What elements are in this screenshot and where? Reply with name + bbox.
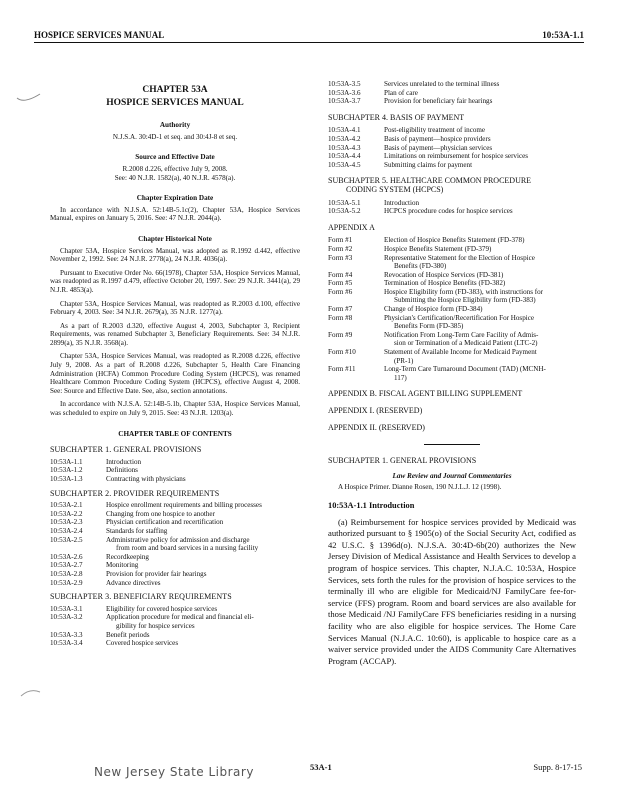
toc-entry-text (106, 553, 300, 562)
expiration-heading: Chapter Expiration Date (136, 194, 214, 203)
history-paragraph: As a part of R.2003 d.320, effective August 4, 2003, Subchapter 3, Recipient Requirements, was renamed Subchapter 3, Beneficiary Requirements. See: 34 N.J.R. 2899(a), 35 N.J.R. 3568(a). (50, 321, 300, 347)
toc-entry-number: Form #4 (328, 270, 353, 279)
toc-entry-number: 10:53A-3.1 (50, 604, 83, 613)
toc-entry-title: Introduction (106, 457, 142, 466)
toc-entry (50, 510, 300, 519)
toc-entry (50, 501, 300, 510)
toc-entry-title: Administrative policy for admission and discharge (106, 535, 250, 544)
toc-entry (50, 613, 300, 630)
toc-entry-title: Eligibility for covered hospice services (106, 604, 218, 613)
toc-entry-text (384, 152, 576, 161)
toc-entry-title: Changing from one hospice to another (106, 509, 215, 518)
toc-entry-text (384, 135, 576, 144)
toc-entry-number: 10:53A-2.9 (50, 578, 83, 587)
toc-entry-title: Physician certification and recertification (106, 518, 224, 527)
toc-entry (328, 207, 576, 216)
subchapter-5-items (328, 199, 576, 216)
appendix-i-title: APPENDIX I. (RESERVED) (328, 406, 423, 415)
toc-entry-title: Hospice Benefits Statement (FD-379) (384, 244, 492, 253)
history-paragraph: Chapter 53A, Hospice Services Manual, was readopted as R.2003 d.100, effective February 4, 2003. See: 34 N.J.R. 2679(a), 35 N.J.R. 1277(a). (50, 299, 300, 317)
toc-entry (50, 518, 300, 527)
toc-entry-number: 10:53A-3.7 (328, 97, 361, 106)
toc-entry-number: Form #3 (328, 253, 353, 262)
toc-entry-number: Form #8 (328, 313, 353, 322)
toc-entry-text (384, 236, 576, 245)
toc-entry-title: Provision for provider fair hearings (106, 569, 207, 578)
toc-entry (328, 89, 576, 98)
toc-entry-number: 10:53A-4.4 (328, 152, 361, 161)
appendix-b-title: APPENDIX B. FISCAL AGENT BILLING SUPPLEMENT (328, 389, 523, 399)
toc-entry-title: HCPCS procedure codes for hospice services (384, 207, 513, 216)
chapter-number: CHAPTER 53A (142, 85, 208, 95)
toc-entry-text (384, 331, 576, 348)
subchapter-1-title: SUBCHAPTER 1. GENERAL PROVISIONS (328, 456, 477, 466)
toc-entry-text (384, 279, 576, 288)
toc-entry-continuation: (PR-1) (394, 356, 414, 365)
subchapter-4-title: SUBCHAPTER 4. BASIS OF PAYMENT (328, 112, 465, 122)
toc-entry (328, 271, 576, 280)
running-head-title: HOSPICE SERVICES MANUAL (34, 30, 165, 40)
subchapter-4-items (328, 126, 576, 169)
toc-heading: CHAPTER TABLE OF CONTENTS (118, 429, 232, 438)
authority-text: N.J.S.A. 30:4D-1 et seq. and 30:4J-8 et seq. (112, 132, 238, 141)
toc-entry-title: Application procedure for medical and financial eli- (106, 613, 254, 622)
toc-entry (50, 561, 300, 570)
toc-entry (328, 126, 576, 135)
toc-entry-text (384, 288, 576, 305)
toc-entry-number: Form #2 (328, 244, 353, 253)
subchapter-title: SUBCHAPTER 1. GENERAL PROVISIONS (50, 445, 202, 455)
supplement-date: Supp. 8-17-15 (533, 762, 582, 772)
toc-entry-title: Advance directives (106, 578, 161, 587)
toc-entry-title: Basis of payment—physician services (384, 143, 493, 152)
toc-entry (328, 331, 576, 348)
toc-continued (328, 80, 576, 106)
toc-entry-text (106, 475, 300, 484)
toc-entry (328, 254, 576, 271)
toc-entry-text (384, 126, 576, 135)
toc-entry-title: Revocation of Hospice Services (FD-381) (384, 270, 504, 279)
toc-entry (50, 570, 300, 579)
toc-entry-number: 10:53A-3.6 (328, 88, 361, 97)
toc-entry-text (106, 639, 300, 648)
toc-entry-text (384, 144, 576, 153)
toc-entry-title: Provision for beneficiary fair hearings (384, 97, 493, 106)
toc-entry-title: Election of Hospice Benefits Statement (FD-378) (384, 236, 525, 245)
toc-entry-title: Plan of care (384, 88, 418, 97)
toc-entry-number: 10:53A-2.5 (50, 535, 83, 544)
toc-entry-continuation: Submitting the Hospice Eligibility form (FD-383) (394, 296, 536, 305)
toc-entry-text (384, 271, 576, 280)
toc-entry-number: 10:53A-2.7 (50, 561, 83, 570)
toc-entry-text (384, 348, 576, 365)
page-number: 53A-1 (310, 762, 332, 772)
toc-entry-text (384, 245, 576, 254)
toc-entry (50, 605, 300, 614)
toc-entry-text (106, 561, 300, 570)
toc-entry (328, 161, 576, 170)
toc-entry-text (384, 97, 576, 106)
toc-entry-number: 10:53A-4.2 (328, 134, 361, 143)
toc-entry (50, 475, 300, 484)
toc-entry-title: Change of Hospice form (FD-384) (384, 305, 483, 314)
toc-entry (328, 288, 576, 305)
toc-entry-title: Services unrelated to the terminal illness (384, 80, 500, 88)
toc-entry (50, 458, 300, 467)
toc-entry-text (106, 527, 300, 536)
header-rule (34, 42, 584, 43)
subchapter-title: SUBCHAPTER 3. BENEFICIARY REQUIREMENTS (50, 592, 232, 602)
toc-entry (50, 631, 300, 640)
source-text-2: See: 40 N.J.R. 1582(a), 40 N.J.R. 4578(a). (114, 173, 236, 182)
toc-entry-number: 10:53A-3.4 (50, 639, 83, 648)
toc-entry (328, 199, 576, 208)
appendix-a-forms (328, 236, 576, 382)
toc-entry-text (106, 570, 300, 579)
source-text-1: R.2008 d.226, effective July 9, 2008. (122, 164, 228, 173)
toc-entry-title: Standards for staffing (106, 526, 168, 535)
toc-entry-title: Definitions (106, 466, 138, 475)
toc-entry-continuation: 117) (394, 373, 407, 382)
toc-entry-number: 10:53A-1.1 (50, 457, 83, 466)
margin-mark (20, 686, 42, 700)
toc-entry (50, 579, 300, 588)
toc-entry-text (106, 466, 300, 475)
toc-entry-text (106, 579, 300, 588)
toc-entry (328, 314, 576, 331)
toc-entry (50, 536, 300, 553)
toc-entry-text (384, 314, 576, 331)
toc-entry-text (384, 305, 576, 314)
subchapter-5-title: SUBCHAPTER 5. HEALTHCARE COMMON PROCEDURE (328, 176, 532, 186)
law-review-text: A Hospice Primer. Dianne Rosen, 190 N.J.L.J. 12 (1998). (338, 483, 502, 492)
toc-entry-number: 10:53A-2.8 (50, 569, 83, 578)
toc-entry-title: Basis of payment—hospice providers (384, 134, 491, 143)
history-paragraph: In accordance with N.J.S.A. 52:14B-5.1b, Chapter 53A, Hospice Services Manual, was scheduled to expire on July 9, 2015. See: 43 N.J.R. 1203(a). (50, 400, 300, 418)
toc-entry (328, 365, 576, 382)
toc-entry-number: 10:53A-2.1 (50, 501, 83, 510)
toc-entry-continuation: Benefits Form (FD-385) (394, 322, 464, 331)
toc-entry-title: Physician's Certification/Recertification For Hospice (384, 313, 535, 322)
toc-entry-text (106, 631, 300, 640)
running-head-section: 10:53A-1.1 (542, 30, 584, 40)
library-stamp: New Jersey State Library (94, 765, 254, 779)
toc-entry-text (106, 501, 300, 510)
toc-entry-number: Form #10 (328, 348, 356, 357)
toc-entry-title: Recordkeeping (106, 552, 149, 561)
subchapter-5-title-cont: CODING SYSTEM (HCPCS) (346, 184, 444, 194)
toc-entry-number: 10:53A-1.3 (50, 475, 83, 483)
appendix-a-title: APPENDIX A (328, 222, 375, 232)
toc-entry (328, 80, 576, 89)
toc-entry-title: Monitoring (106, 561, 139, 570)
toc-entry-number: 10:53A-2.4 (50, 526, 83, 535)
history-notes (50, 247, 300, 418)
toc-entry (50, 527, 300, 536)
toc-entry-number: Form #7 (328, 305, 353, 314)
toc-entry-number: Form #6 (328, 287, 353, 296)
history-paragraph: Pursuant to Executive Order No. 66(1978), Chapter 53A, Hospice Services Manual, was readopted as R.1997 d.479, effective October 20, 1997. See: 29 N.J.R. 3441(a), 29 N.J.R. 4853(a). (50, 268, 300, 294)
toc-entry-number: 10:53A-2.3 (50, 518, 83, 527)
toc-entry-title: Long-Term Care Turnaround Document (TAD) (MCNH- (384, 365, 546, 374)
toc-entry (328, 144, 576, 153)
toc-entry-title: Contracting with physicians (106, 475, 186, 483)
toc-entry-text (384, 80, 576, 89)
toc-entry-number: Form #11 (328, 365, 356, 374)
toc-entry-title: Hospice Eligibility form (FD-383), with instructions for (384, 287, 543, 296)
toc-entry-number: 10:53A-2.6 (50, 552, 83, 561)
toc-entry (328, 348, 576, 365)
section-heading: 10:53A-1.1 Introduction (328, 500, 415, 510)
margin-mark (16, 92, 42, 106)
toc-entry (50, 553, 300, 562)
law-review-heading: Law Review and Journal Commentaries (392, 471, 512, 480)
toc-entry-continuation: from room and board services in a nursing facility (116, 544, 259, 553)
toc-entry-number: 10:53A-4.5 (328, 160, 361, 169)
toc-entry-number: 10:53A-4.1 (328, 126, 361, 135)
toc-entry (328, 305, 576, 314)
toc-entry-text (106, 518, 300, 527)
right-column (328, 80, 576, 667)
toc-entry-number: 10:53A-4.3 (328, 143, 361, 152)
toc-entry-title: Introduction (384, 198, 420, 207)
toc-entry-continuation: Benefits (FD-380) (394, 262, 447, 271)
toc-entry-title: Hospice enrollment requirements and billing processes (106, 501, 262, 510)
toc-entry-number: 10:53A-5.1 (328, 198, 361, 207)
toc-entry-number: Form #5 (328, 279, 353, 288)
toc-entry (328, 135, 576, 144)
toc-entry (328, 97, 576, 106)
toc-entry-continuation: sion or Termination of a Medicaid Patient (LTC-2) (394, 339, 538, 348)
toc-entry (328, 236, 576, 245)
toc-entry-number: 10:53A-3.5 (328, 80, 361, 88)
toc-entry-title: Submitting claims for payment (384, 160, 473, 169)
history-paragraph: Chapter 53A, Hospice Services Manual, was readopted as R.2008 d.226, effective July 9, 2008. As a part of R.2008 d.226, Subchapter 5, Health Care Financing Administration (HCFA) Common Procedure Coding System (HCPCS), was renamed Healthcare Common Procedure Coding System (HCPCS), effective August 4, 2008. See: Source and Effective Date. See, also, section annotations. (50, 352, 300, 395)
toc-entry-number: Form #9 (328, 330, 353, 339)
toc-entry (328, 279, 576, 288)
toc-entry-text (106, 510, 300, 519)
running-head (34, 30, 584, 40)
toc-entry-number: 10:53A-5.2 (328, 207, 361, 216)
toc-entry-title: Termination of Hospice Benefits (FD-382) (384, 279, 506, 288)
toc-entry (328, 245, 576, 254)
toc-entry (50, 466, 300, 475)
appendix-ii-title: APPENDIX II. (RESERVED) (328, 422, 425, 432)
toc-entry-number: 10:53A-2.2 (50, 509, 83, 518)
chapter-name: HOSPICE SERVICES MANUAL (106, 97, 244, 108)
toc-entry-number: 10:53A-3.2 (50, 613, 83, 622)
toc-entry-text (106, 536, 300, 553)
section-divider (424, 444, 480, 445)
history-paragraph: Chapter 53A, Hospice Services Manual, was adopted as R.1992 d.442, effective November 2, 1992. See: 24 N.J.R. 2778(a), 24 N.J.R. 4036(a). (50, 246, 300, 264)
toc-entry-text (384, 207, 576, 216)
toc-entry-number: 10:53A-3.3 (50, 630, 83, 639)
toc-entry-title: Notification From Long-Term Care Facility of Admis- (384, 330, 539, 339)
toc-entry (50, 639, 300, 648)
authority-heading: Authority (159, 121, 191, 130)
toc-entry-text (106, 605, 300, 614)
toc-entry-text (384, 199, 576, 208)
toc-entry-text (384, 161, 576, 170)
toc-entry-title: Benefit periods (106, 630, 150, 639)
toc-entry-title: Covered hospice services (106, 639, 179, 648)
toc-entry-number: Form #1 (328, 236, 353, 245)
section-body: (a) Reimbursement for hospice services provided by Medicaid was authorized pursuant to § 1905(o) of the Social Security Act, codified as 42 U.S.C. § 1396d(o). N.J.S.A. 30:4D-6b(20) authorizes the New Jersey Division of Medical Assistance and Health Services to develop a program of hospice services. This chapter, N.J.A.C. 10:53A, Hospice Services, sets forth the rules for the provision of hospice services to the terminally ill who are eligible for Medicaid/NJ FamilyCare fee-for-service (FFS) program. Room and board services are also available for those Medicaid /NJ FamilyCare FFS beneficiaries residing in a nursing facility who are also eligible for hospice services. The Home Care Services Manual (N.J.A.C. 10:60), is applicable to hospice care as a waiver service provided under the AIDS Community Care Alternatives Program (ACCAP). (328, 516, 576, 666)
subchapter-title: SUBCHAPTER 2. PROVIDER REQUIREMENTS (50, 488, 220, 498)
toc-entry-text (106, 613, 300, 630)
table-of-contents (50, 446, 300, 647)
toc-entry-title: Limitations on reimbursement for hospice services (384, 152, 529, 161)
left-column (50, 80, 300, 648)
toc-entry (328, 152, 576, 161)
toc-entry-title: Post-eligibility treatment of income (384, 126, 486, 135)
history-heading: Chapter Historical Note (138, 234, 212, 243)
toc-entry-title: Statement of Available Income for Medicaid Payment (384, 348, 537, 357)
toc-entry-text (384, 89, 576, 98)
toc-entry-continuation: gibility for hospice services (116, 621, 195, 630)
toc-entry-text (106, 458, 300, 467)
toc-entry-text (384, 365, 576, 382)
toc-entry-number: 10:53A-1.2 (50, 466, 83, 475)
source-heading: Source and Effective Date (135, 153, 215, 162)
toc-entry-title: Representative Statement for the Election of Hospice (384, 253, 535, 262)
expiration-text: In accordance with N.J.S.A. 52:14B-5.1c(2), Chapter 53A, Hospice Services Manual, expires on January 5, 2016. See: 47 N.J.R. 2044(a). (50, 205, 300, 223)
toc-entry-text (384, 254, 576, 271)
